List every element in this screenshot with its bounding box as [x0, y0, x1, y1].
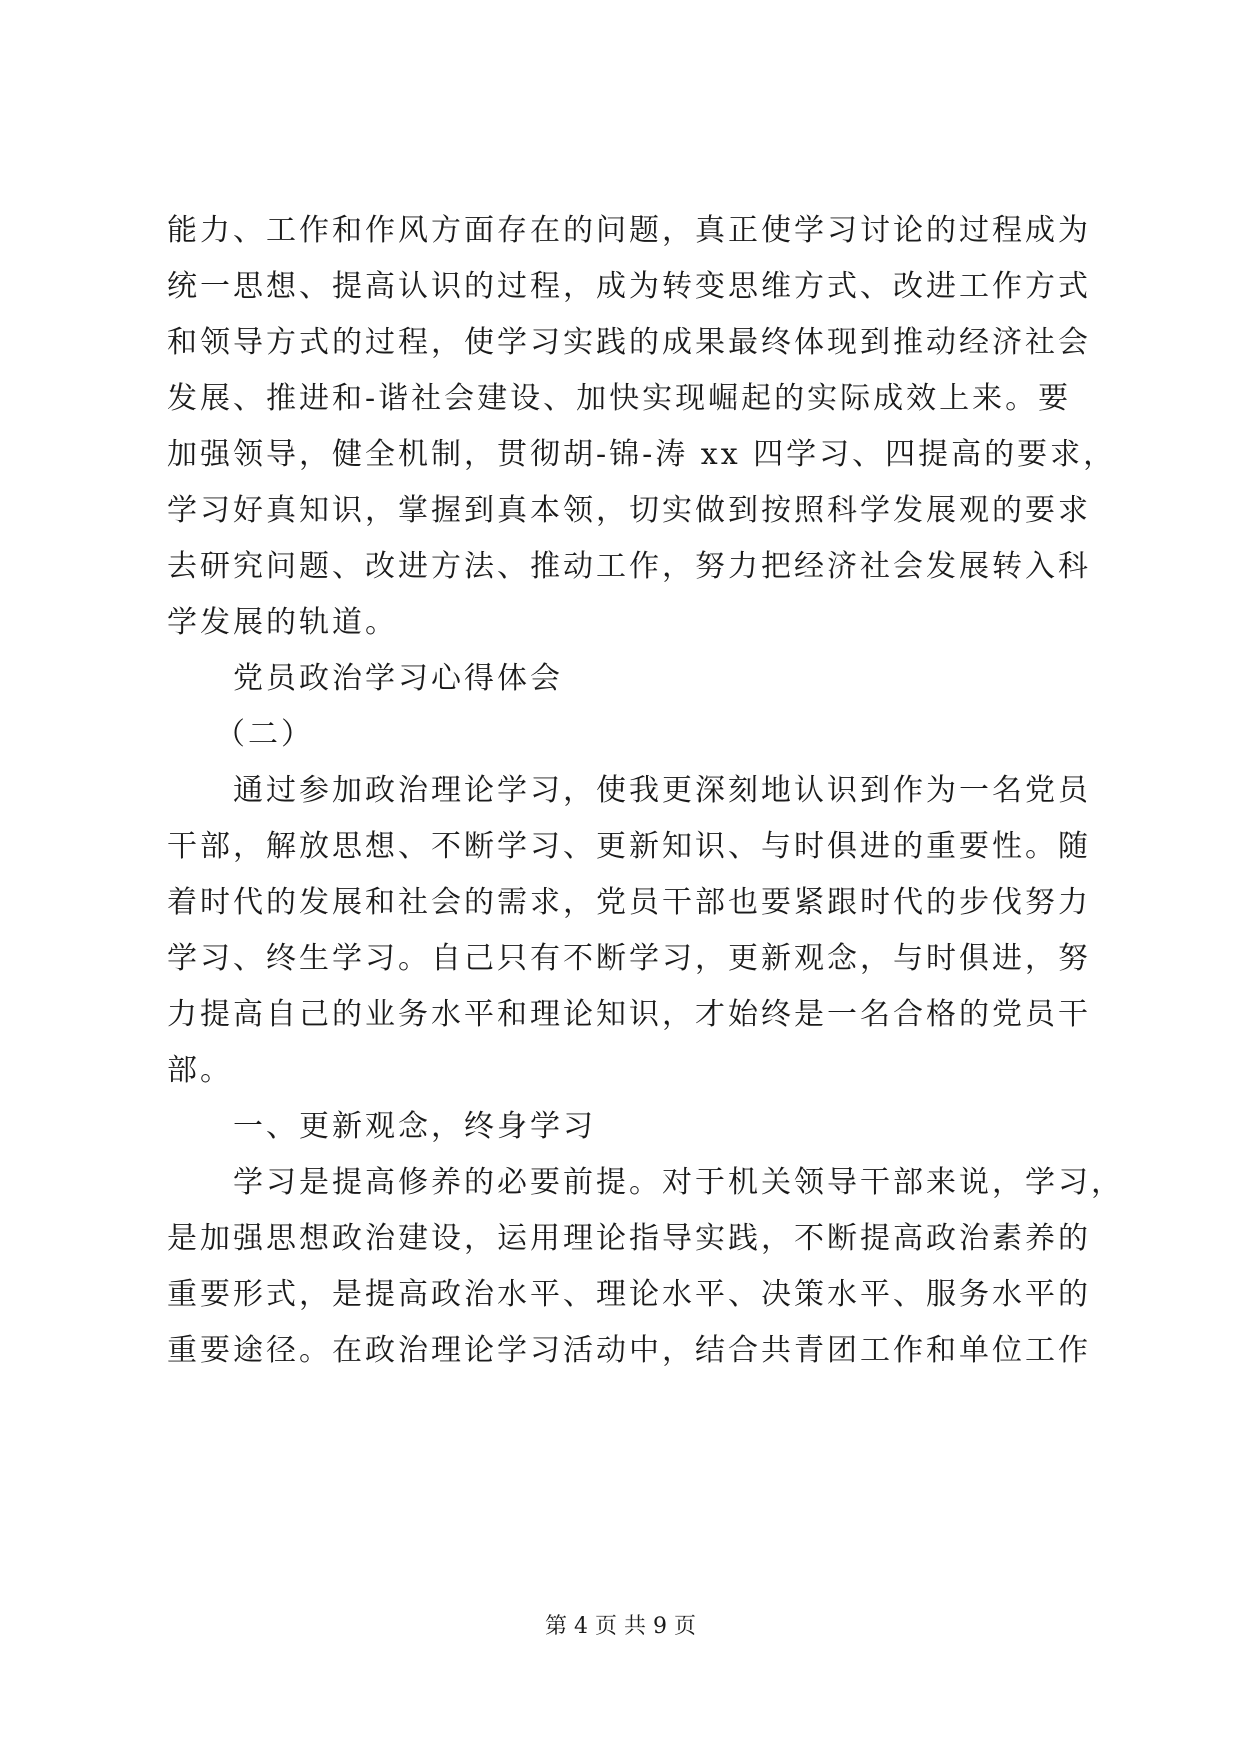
body-line: 统一思想、提高认识的过程，成为转变思维方式、改进工作方式: [167, 269, 1091, 304]
body-line: 去研究问题、改进方法、推动工作，努力把经济社会发展转入科: [167, 549, 1091, 584]
body-line: 学习、终生学习。自己只有不断学习，更新观念，与时俱进，努: [167, 941, 1091, 976]
body-line: 部。: [167, 1053, 233, 1088]
body-line: 着时代的发展和社会的需求，党员干部也要紧跟时代的步伐努力: [167, 885, 1091, 920]
body-line: 能力、工作和作风方面存在的问题，真正使学习讨论的过程成为: [167, 213, 1091, 248]
body-line: 干部，解放思想、不断学习、更新知识、与时俱进的重要性。随: [167, 829, 1091, 864]
body-line: 学发展的轨道。: [167, 605, 398, 640]
section-number: （二）: [215, 717, 314, 752]
body-line: 重要途径。在政治理论学习活动中，结合共青团工作和单位工作: [167, 1333, 1091, 1368]
body-line: 力提高自己的业务水平和理论知识，才始终是一名合格的党员干: [167, 997, 1091, 1032]
body-line: 重要形式，是提高政治水平、理论水平、决策水平、服务水平的: [167, 1277, 1091, 1312]
page-number-footer: 第 4 页 共 9 页: [545, 1614, 696, 1639]
body-line: 学习是提高修养的必要前提。对于机关领导干部来说，学习，: [233, 1165, 1124, 1200]
body-line: 学习好真知识，掌握到真本领，切实做到按照科学发展观的要求: [167, 493, 1091, 528]
body-line: 发展、推进和-谐社会建设、加快实现崛起的实际成效上来。要: [167, 381, 1072, 416]
body-line: 是加强思想政治建设，运用理论指导实践，不断提高政治素养的: [167, 1221, 1091, 1256]
body-line: 加强领导，健全机制，贯彻胡-锦-涛 xx 四学习、四提高的要求，: [167, 437, 1117, 472]
body-line: 通过参加政治理论学习，使我更深刻地认识到作为一名党员: [233, 773, 1091, 808]
body-line: 和领导方式的过程，使学习实践的成果最终体现到推动经济社会: [167, 325, 1091, 360]
subsection-heading: 一、更新观念，终身学习: [233, 1109, 596, 1144]
section-title: 党员政治学习心得体会: [233, 661, 563, 696]
